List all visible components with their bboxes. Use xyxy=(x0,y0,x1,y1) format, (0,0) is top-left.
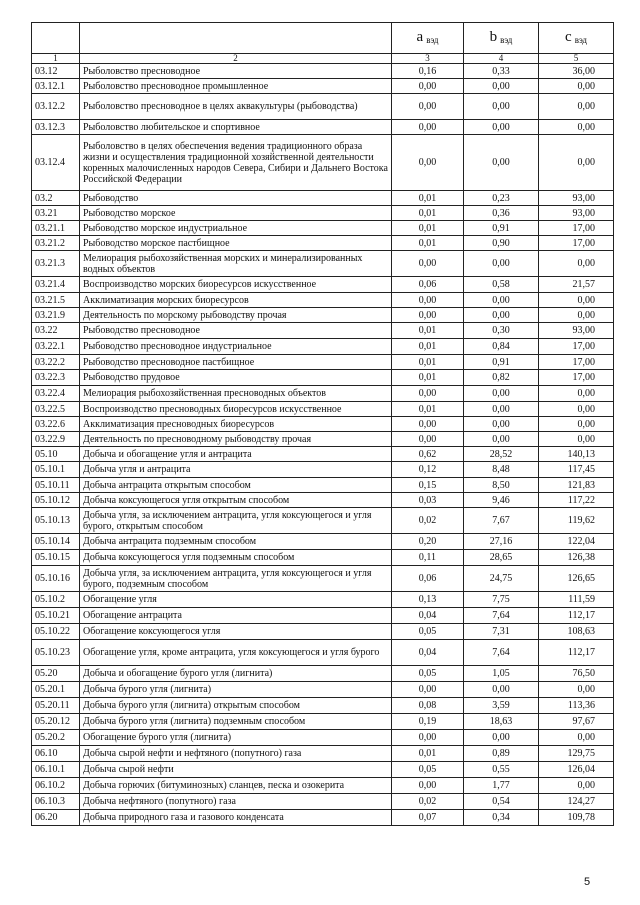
row-value-a: 0,01 xyxy=(392,355,464,370)
col-number-2: 2 xyxy=(80,54,392,64)
row-code: 03.21.5 xyxy=(32,293,80,308)
row-code: 05.10.22 xyxy=(32,624,80,640)
row-code: 03.12.1 xyxy=(32,79,80,94)
header-a-sub: вэд xyxy=(426,35,439,45)
row-code: 03.21.2 xyxy=(32,236,80,251)
table-row xyxy=(32,508,614,534)
row-value-a: 0,00 xyxy=(392,135,464,191)
row-code: 06.10.2 xyxy=(32,778,80,794)
table-row xyxy=(32,624,614,640)
row-value-a: 0,15 xyxy=(392,478,464,493)
row-value-b: 3,59 xyxy=(464,698,539,714)
row-value-c: 117,22 xyxy=(539,493,614,508)
row-name: Добыча и обогащение угля и антрацита xyxy=(80,447,392,462)
row-value-c: 0,00 xyxy=(539,402,614,417)
row-value-a: 0,00 xyxy=(392,682,464,698)
table-row xyxy=(32,323,614,339)
row-value-c: 0,00 xyxy=(539,79,614,94)
row-name: Мелиорация рыбохозяйственная пресноводных объектов xyxy=(80,386,392,402)
row-value-c: 0,00 xyxy=(539,432,614,447)
row-name: Добыча коксующегося угля подземным способом xyxy=(80,550,392,566)
row-name: Рыбоводство морское индустриальное xyxy=(80,221,392,236)
row-name: Рыбоводство прудовое xyxy=(80,370,392,386)
row-name: Добыча антрацита подземным способом xyxy=(80,534,392,550)
row-value-b: 1,77 xyxy=(464,778,539,794)
row-value-b: 0,00 xyxy=(464,682,539,698)
row-value-c: 17,00 xyxy=(539,370,614,386)
row-code: 03.22.2 xyxy=(32,355,80,370)
row-value-a: 0,03 xyxy=(392,493,464,508)
row-value-c: 97,67 xyxy=(539,714,614,730)
table-row xyxy=(32,666,614,682)
row-value-a: 0,00 xyxy=(392,432,464,447)
row-value-a: 0,01 xyxy=(392,370,464,386)
row-code: 03.21.9 xyxy=(32,308,80,323)
row-value-c: 0,00 xyxy=(539,308,614,323)
row-value-b: 0,00 xyxy=(464,251,539,277)
row-value-a: 0,62 xyxy=(392,447,464,462)
row-value-c: 93,00 xyxy=(539,191,614,206)
row-value-b: 7,67 xyxy=(464,508,539,534)
row-value-b: 24,75 xyxy=(464,566,539,592)
row-name: Рыбоводство морское пастбищное xyxy=(80,236,392,251)
row-value-c: 113,36 xyxy=(539,698,614,714)
table-row xyxy=(32,191,614,206)
row-name: Добыча сырой нефти xyxy=(80,762,392,778)
row-value-a: 0,05 xyxy=(392,666,464,682)
table-row xyxy=(32,370,614,386)
row-name: Рыбоводство пресноводное пастбищное xyxy=(80,355,392,370)
header-b-sub: вэд xyxy=(500,35,513,45)
row-code: 03.12.2 xyxy=(32,94,80,120)
row-value-c: 117,45 xyxy=(539,462,614,478)
row-value-a: 0,00 xyxy=(392,417,464,432)
row-value-a: 0,07 xyxy=(392,810,464,826)
row-value-b: 0,58 xyxy=(464,277,539,293)
row-code: 03.22.9 xyxy=(32,432,80,447)
row-value-c: 36,00 xyxy=(539,64,614,79)
row-value-b: 8,48 xyxy=(464,462,539,478)
row-code: 05.10 xyxy=(32,447,80,462)
header-b-letter: b xyxy=(489,29,498,45)
row-name: Рыбоводство xyxy=(80,191,392,206)
row-name: Обогащение коксующегося угля xyxy=(80,624,392,640)
row-value-c: 124,27 xyxy=(539,794,614,810)
row-code: 05.10.15 xyxy=(32,550,80,566)
row-name: Деятельность по морскому рыбоводству прочая xyxy=(80,308,392,323)
row-value-a: 0,00 xyxy=(392,94,464,120)
row-value-a: 0,05 xyxy=(392,624,464,640)
row-value-a: 0,04 xyxy=(392,608,464,624)
row-value-b: 0,00 xyxy=(464,308,539,323)
row-value-b: 0,89 xyxy=(464,746,539,762)
row-value-c: 93,00 xyxy=(539,323,614,339)
row-value-b: 7,31 xyxy=(464,624,539,640)
row-value-a: 0,06 xyxy=(392,566,464,592)
row-code: 03.21 xyxy=(32,206,80,221)
row-value-c: 0,00 xyxy=(539,293,614,308)
row-value-b: 0,00 xyxy=(464,417,539,432)
row-value-c: 140,13 xyxy=(539,447,614,462)
row-value-b: 28,52 xyxy=(464,447,539,462)
row-value-b: 27,16 xyxy=(464,534,539,550)
row-value-b: 0,30 xyxy=(464,323,539,339)
row-value-b: 0,34 xyxy=(464,810,539,826)
table-row xyxy=(32,682,614,698)
row-name: Добыча угля, за исключением антрацита, угля коксующегося и угля бурого, открытым способом xyxy=(80,508,392,534)
row-code: 05.10.1 xyxy=(32,462,80,478)
row-code: 05.10.14 xyxy=(32,534,80,550)
row-name: Рыбоводство пресноводное индустриальное xyxy=(80,339,392,355)
table-row xyxy=(32,135,614,191)
row-value-b: 18,63 xyxy=(464,714,539,730)
row-value-a: 0,06 xyxy=(392,277,464,293)
table-row xyxy=(32,550,614,566)
table-row xyxy=(32,236,614,251)
row-value-a: 0,05 xyxy=(392,762,464,778)
row-value-c: 0,00 xyxy=(539,682,614,698)
row-name: Добыча сырой нефти и нефтяного (попутного) газа xyxy=(80,746,392,762)
row-name: Акклиматизация пресноводных биоресурсов xyxy=(80,417,392,432)
row-value-a: 0,00 xyxy=(392,293,464,308)
row-name: Мелиорация рыбохозяйственная морских и минерализированных водных объектов xyxy=(80,251,392,277)
row-value-c: 0,00 xyxy=(539,120,614,135)
row-value-b: 7,64 xyxy=(464,608,539,624)
row-value-b: 0,00 xyxy=(464,432,539,447)
table-row xyxy=(32,592,614,608)
row-value-c: 129,75 xyxy=(539,746,614,762)
row-name: Рыбоводство пресноводное xyxy=(80,323,392,339)
row-value-a: 0,00 xyxy=(392,251,464,277)
row-value-b: 0,36 xyxy=(464,206,539,221)
row-value-c: 21,57 xyxy=(539,277,614,293)
row-code: 03.2 xyxy=(32,191,80,206)
row-value-b: 8,50 xyxy=(464,478,539,493)
table-row xyxy=(32,308,614,323)
row-value-b: 7,64 xyxy=(464,640,539,666)
row-value-a: 0,11 xyxy=(392,550,464,566)
row-name: Рыболовство пресноводное xyxy=(80,64,392,79)
row-value-c: 0,00 xyxy=(539,251,614,277)
row-code: 06.10.3 xyxy=(32,794,80,810)
row-value-a: 0,01 xyxy=(392,746,464,762)
row-value-a: 0,01 xyxy=(392,191,464,206)
row-value-c: 108,63 xyxy=(539,624,614,640)
row-value-a: 0,00 xyxy=(392,730,464,746)
table-row xyxy=(32,640,614,666)
row-value-b: 0,54 xyxy=(464,794,539,810)
row-value-a: 0,02 xyxy=(392,794,464,810)
row-value-b: 0,90 xyxy=(464,236,539,251)
row-value-a: 0,00 xyxy=(392,308,464,323)
row-name: Добыча и обогащение бурого угля (лигнита) xyxy=(80,666,392,682)
row-code: 03.12 xyxy=(32,64,80,79)
table-row xyxy=(32,447,614,462)
table-row xyxy=(32,730,614,746)
row-name: Акклиматизация морских биоресурсов xyxy=(80,293,392,308)
row-code: 03.12.3 xyxy=(32,120,80,135)
row-code: 06.10.1 xyxy=(32,762,80,778)
row-value-c: 0,00 xyxy=(539,135,614,191)
row-value-a: 0,08 xyxy=(392,698,464,714)
table-row xyxy=(32,794,614,810)
row-value-c: 17,00 xyxy=(539,339,614,355)
row-value-c: 17,00 xyxy=(539,236,614,251)
row-value-c: 0,00 xyxy=(539,778,614,794)
row-value-a: 0,01 xyxy=(392,206,464,221)
row-name: Добыча угля, за исключением антрацита, угля коксующегося и угля бурого, подземным способом xyxy=(80,566,392,592)
row-code: 03.22.1 xyxy=(32,339,80,355)
row-code: 03.12.4 xyxy=(32,135,80,191)
row-value-b: 0,23 xyxy=(464,191,539,206)
row-value-c: 119,62 xyxy=(539,508,614,534)
header-c xyxy=(539,23,614,54)
row-value-a: 0,00 xyxy=(392,79,464,94)
table-row xyxy=(32,206,614,221)
row-value-a: 0,19 xyxy=(392,714,464,730)
row-name: Обогащение угля, кроме антрацита, угля коксующегося и угля бурого xyxy=(80,640,392,666)
table-row xyxy=(32,714,614,730)
coefficients-table xyxy=(31,22,614,826)
row-code: 03.21.1 xyxy=(32,221,80,236)
row-value-a: 0,01 xyxy=(392,402,464,417)
table-row xyxy=(32,534,614,550)
row-code: 05.10.11 xyxy=(32,478,80,493)
row-name: Обогащение бурого угля (лигнита) xyxy=(80,730,392,746)
table-row xyxy=(32,810,614,826)
table-row xyxy=(32,762,614,778)
header-c-letter: c xyxy=(565,29,572,45)
table-row xyxy=(32,608,614,624)
row-value-b: 0,33 xyxy=(464,64,539,79)
table-row xyxy=(32,386,614,402)
row-code: 03.22.5 xyxy=(32,402,80,417)
table-row xyxy=(32,746,614,762)
row-code: 05.20.1 xyxy=(32,682,80,698)
row-value-a: 0,02 xyxy=(392,508,464,534)
row-code: 05.20 xyxy=(32,666,80,682)
table-row xyxy=(32,417,614,432)
row-value-b: 7,75 xyxy=(464,592,539,608)
header-a-letter: a xyxy=(416,29,424,45)
header-name xyxy=(80,23,392,54)
row-code: 05.10.16 xyxy=(32,566,80,592)
row-value-c: 126,65 xyxy=(539,566,614,592)
row-value-c: 0,00 xyxy=(539,386,614,402)
row-code: 05.10.23 xyxy=(32,640,80,666)
row-value-a: 0,00 xyxy=(392,386,464,402)
header-b xyxy=(464,23,539,54)
row-value-a: 0,00 xyxy=(392,778,464,794)
row-name: Рыбоводство морское xyxy=(80,206,392,221)
row-name: Добыча горючих (битуминозных) сланцев, песка и озокерита xyxy=(80,778,392,794)
row-value-b: 0,00 xyxy=(464,94,539,120)
row-name: Добыча угля и антрацита xyxy=(80,462,392,478)
row-value-a: 0,01 xyxy=(392,221,464,236)
row-value-b: 0,00 xyxy=(464,402,539,417)
row-name: Воспроизводство морских биоресурсов искусственное xyxy=(80,277,392,293)
row-value-b: 0,00 xyxy=(464,730,539,746)
row-value-c: 17,00 xyxy=(539,221,614,236)
table-row xyxy=(32,402,614,417)
table-row xyxy=(32,478,614,493)
row-value-c: 0,00 xyxy=(539,730,614,746)
row-code: 05.20.12 xyxy=(32,714,80,730)
row-value-c: 122,04 xyxy=(539,534,614,550)
row-value-a: 0,04 xyxy=(392,640,464,666)
table-row xyxy=(32,120,614,135)
row-value-c: 17,00 xyxy=(539,355,614,370)
row-value-a: 0,01 xyxy=(392,339,464,355)
row-name: Обогащение угля xyxy=(80,592,392,608)
header-a xyxy=(392,23,464,54)
column-number-row xyxy=(32,54,614,64)
row-value-c: 0,00 xyxy=(539,94,614,120)
header-row xyxy=(32,23,614,54)
row-code: 06.20 xyxy=(32,810,80,826)
row-value-b: 0,84 xyxy=(464,339,539,355)
col-number-4: 4 xyxy=(464,54,539,64)
row-name: Добыча коксующегося угля открытым способом xyxy=(80,493,392,508)
table-row xyxy=(32,64,614,79)
row-value-b: 0,91 xyxy=(464,355,539,370)
row-code: 03.21.4 xyxy=(32,277,80,293)
row-code: 03.22.6 xyxy=(32,417,80,432)
table-row xyxy=(32,339,614,355)
row-value-b: 1,05 xyxy=(464,666,539,682)
row-value-a: 0,16 xyxy=(392,64,464,79)
table-row xyxy=(32,355,614,370)
table-row xyxy=(32,698,614,714)
row-code: 03.21.3 xyxy=(32,251,80,277)
row-code: 05.10.13 xyxy=(32,508,80,534)
row-value-a: 0,12 xyxy=(392,462,464,478)
table-body xyxy=(32,64,614,826)
row-value-c: 109,78 xyxy=(539,810,614,826)
row-value-c: 0,00 xyxy=(539,417,614,432)
row-value-a: 0,01 xyxy=(392,323,464,339)
row-value-b: 0,00 xyxy=(464,135,539,191)
row-name: Добыча бурого угля (лигнита) подземным способом xyxy=(80,714,392,730)
table-row xyxy=(32,94,614,120)
row-code: 05.10.12 xyxy=(32,493,80,508)
table-row xyxy=(32,79,614,94)
row-code: 03.22.4 xyxy=(32,386,80,402)
row-name: Рыболовство пресноводное промышленное xyxy=(80,79,392,94)
row-value-b: 0,00 xyxy=(464,120,539,135)
row-value-b: 0,00 xyxy=(464,293,539,308)
row-value-c: 112,17 xyxy=(539,640,614,666)
row-value-b: 0,55 xyxy=(464,762,539,778)
row-value-c: 76,50 xyxy=(539,666,614,682)
row-value-a: 0,00 xyxy=(392,120,464,135)
header-c-sub: вэд xyxy=(574,35,587,45)
row-name: Добыча природного газа и газового конденсата xyxy=(80,810,392,826)
row-value-a: 0,01 xyxy=(392,236,464,251)
table-row xyxy=(32,462,614,478)
table-row xyxy=(32,493,614,508)
row-value-c: 126,38 xyxy=(539,550,614,566)
header-code xyxy=(32,23,80,54)
row-name: Деятельность по пресноводному рыбоводству прочая xyxy=(80,432,392,447)
row-code: 05.20.11 xyxy=(32,698,80,714)
row-value-a: 0,13 xyxy=(392,592,464,608)
row-code: 05.10.2 xyxy=(32,592,80,608)
row-name: Добыча антрацита открытым способом xyxy=(80,478,392,493)
table-row xyxy=(32,277,614,293)
row-code: 05.20.2 xyxy=(32,730,80,746)
row-value-c: 93,00 xyxy=(539,206,614,221)
table-row xyxy=(32,251,614,277)
row-code: 03.22.3 xyxy=(32,370,80,386)
row-name: Воспроизводство пресноводных биоресурсов искусственное xyxy=(80,402,392,417)
row-code: 05.10.21 xyxy=(32,608,80,624)
row-name: Рыболовство пресноводное в целях аквакультуры (рыбоводства) xyxy=(80,94,392,120)
row-value-c: 112,17 xyxy=(539,608,614,624)
row-name: Добыча бурого угля (лигнита) открытым способом xyxy=(80,698,392,714)
row-value-c: 121,83 xyxy=(539,478,614,493)
row-name: Рыболовство в целях обеспечения ведения традиционного образа жизни и осуществления традиционной хозяйственной деятельности коренных малочисленных народов Севера, Сибири и Дальнего Востока Российской Федерации xyxy=(80,135,392,191)
row-name: Обогащение антрацита xyxy=(80,608,392,624)
table-row xyxy=(32,778,614,794)
row-value-c: 126,04 xyxy=(539,762,614,778)
row-value-b: 0,00 xyxy=(464,386,539,402)
row-value-b: 0,91 xyxy=(464,221,539,236)
row-name: Добыча нефтяного (попутного) газа xyxy=(80,794,392,810)
row-name: Рыболовство любительское и спортивное xyxy=(80,120,392,135)
row-value-c: 111,59 xyxy=(539,592,614,608)
table-row xyxy=(32,432,614,447)
col-number-3: 3 xyxy=(392,54,464,64)
page-number: 5 xyxy=(584,876,591,888)
row-value-a: 0,20 xyxy=(392,534,464,550)
table-row xyxy=(32,293,614,308)
col-number-5: 5 xyxy=(539,54,614,64)
col-number-1: 1 xyxy=(32,54,80,64)
row-value-b: 0,00 xyxy=(464,79,539,94)
row-value-b: 28,65 xyxy=(464,550,539,566)
row-code: 06.10 xyxy=(32,746,80,762)
row-name: Добыча бурого угля (лигнита) xyxy=(80,682,392,698)
row-value-b: 0,82 xyxy=(464,370,539,386)
table-row xyxy=(32,221,614,236)
row-value-b: 9,46 xyxy=(464,493,539,508)
table-row xyxy=(32,566,614,592)
row-code: 03.22 xyxy=(32,323,80,339)
